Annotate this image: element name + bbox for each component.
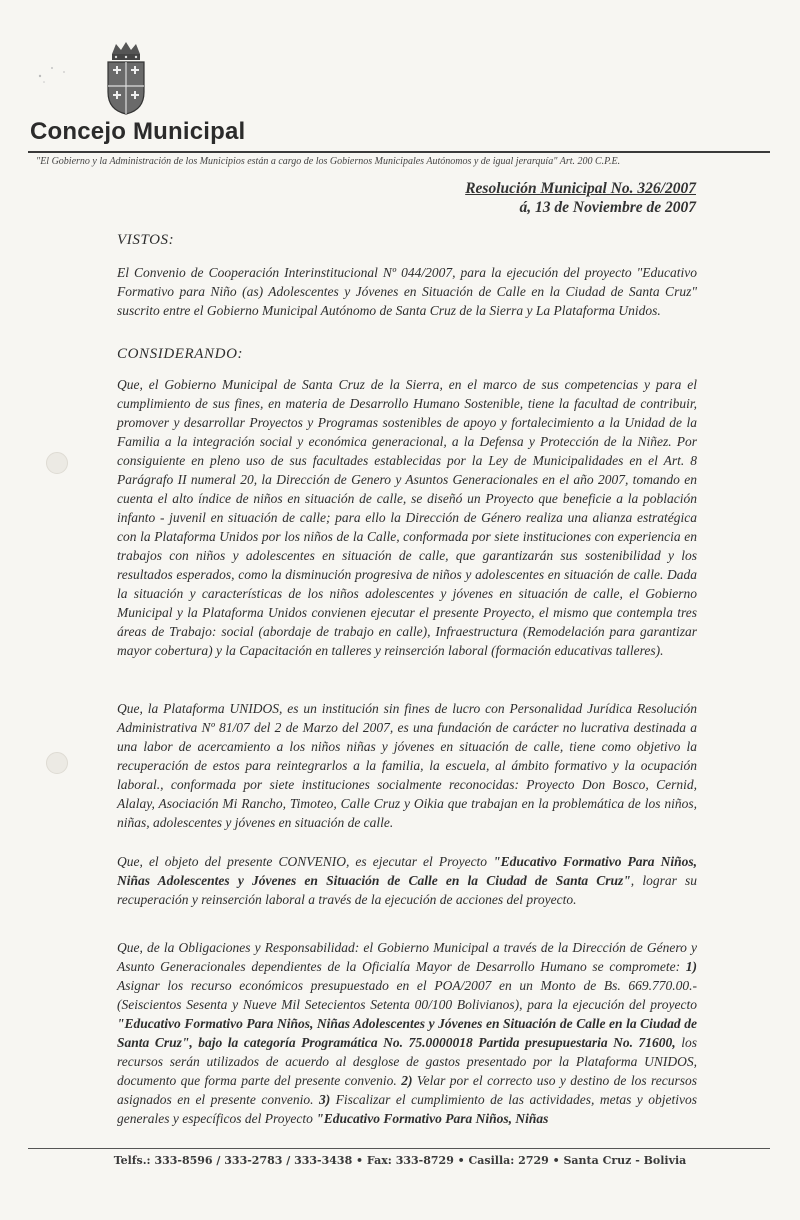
constitution-motto: "El Gobierno y la Administración de los Municipios están a cargo de los Gobiernos Municipales Autónomos y de igual jerarquía" Art. 200 C.P.E. bbox=[36, 156, 621, 167]
paragraph-3-text: , lograr su recuperación y reinserción laboral a través de la ejecución de acciones del proyecto. bbox=[117, 873, 697, 907]
project-title: "Educativo Formativo Para Niños, Niñas bbox=[316, 1111, 549, 1126]
item-number: 2) bbox=[401, 1073, 413, 1088]
item-number: 1) bbox=[685, 959, 697, 974]
header-divider bbox=[28, 151, 770, 153]
organization-name: Concejo Municipal bbox=[30, 118, 246, 145]
vistos-heading: VISTOS: bbox=[117, 232, 175, 248]
resolution-number: Resolución Municipal No. 326/2007 bbox=[465, 180, 696, 197]
vistos-text: El Convenio de Cooperación Interinstitucional Nº 044/2007, para la ejecución del proyecto "Educativo Formativo para Niño (as) Adolescentes y Jóvenes en Situación de Calle en la Ciudad de Santa Cruz" suscrito entre el Gobierno Municipal Autónomo de Santa Cruz de la Sierra y La Plataforma Unidos. bbox=[117, 265, 697, 318]
project-title: "Educativo Formativo Para Niños, Niñas Adolescentes y Jóvenes en Situación de Calle en la Ciudad de Santa Cruz" bbox=[117, 854, 697, 888]
considerando-paragraph-3 bbox=[117, 852, 697, 909]
paragraph-4-text: los recursos serán utilizados de acuerdo al desglose de gastos presentado por la Plataforma UNIDOS, documento que forma parte del presente convenio. bbox=[117, 1035, 697, 1088]
punch-hole bbox=[46, 452, 68, 474]
footer-divider bbox=[28, 1148, 770, 1149]
footer-contact: Telfs.: 333-8596 / 333-2783 / 333-3438 • Fax: 333-8729 • Casilla: 2729 • Santa Cruz - Bolivia bbox=[113, 1154, 687, 1167]
scan-smudge bbox=[30, 58, 90, 88]
considerando-heading: CONSIDERANDO: bbox=[117, 346, 244, 362]
paragraph-4-text: Que, de la Obligaciones y Responsabilidad: el Gobierno Municipal a través de la Dirección de Género y Asunto Generacionales dependientes de la Oficialía Mayor de Desarrollo Humano se compromete: bbox=[117, 940, 697, 974]
considerando-paragraph-4 bbox=[117, 938, 697, 1128]
punch-hole bbox=[46, 752, 68, 774]
paragraph-4-text: Velar por el correcto uso y destino de los recursos asignados en el presente convenio. bbox=[117, 1073, 697, 1107]
project-budget-detail: "Educativo Formativo Para Niños, Niñas Adolescentes y Jóvenes en Situación de Calle en la Ciudad de Santa Cruz", bajo la categoría Programática No. 75.0000018 Partida presupuestaria No. 71600, bbox=[117, 1016, 697, 1050]
paragraph-3-text: Que, el objeto del presente CONVENIO, es ejecutar el Proyecto bbox=[117, 854, 494, 869]
paragraph-4-text: Fiscalizar el cumplimiento de las actividades, metas y objetivos generales y específicos del Proyecto bbox=[117, 1092, 698, 1126]
resolution-date: á, 13 de Noviembre de 2007 bbox=[519, 199, 696, 216]
considerando-paragraph-1: Que, el Gobierno Municipal de Santa Cruz de la Sierra, en el marco de sus competencias y para el cumplimiento de sus fines, en materia de Desarrollo Humano Sostenible, tiene la facultad de contribuir, promover y desarrollar Proyectos y Programas sostenibles de apoyo y fortalecimiento a la Unidad de la Familia a la integración social y económica generacional, a la Defensa y Protección de la Niñez. Por consiguiente en pleno uso de sus facultades establecidas por la Ley de Municipalidades en el Art. 8 Parágrafo II numeral 20, la Dirección de Genero y Asuntos Generacionales en el año 2007, tomando en cuenta el alto índice de niños en situación de calle, se diseñó un Proyecto que beneficie a la población infanto - juvenil en situación de calle; para ello la Dirección de Género realiza una alianza estratégica con la Plataforma Unidos por los niños de la Calle, conformada por siete instituciones con experiencia en trabajos con niños y adolescentes en situación de calle, que garantizarán sus sostenibilidad y los resultados esperados, como la disminución progresiva de niños y adolescentes en situación de calle. Dada la situación y características de los niños adolescentes y jóvenes en situación de calle, el Gobierno Municipal y la Plataforma Unidos convienen ejecutar el presente Proyecto, el mismo que contempla tres áreas de Trabajo: social (abordaje de trabajo en calle), Infraestructura (Remodelación para garantizar mayor cobertura) y la Capacitación en talleres y reinserción laboral (formación educativas talleres). bbox=[117, 377, 697, 658]
coat-of-arms-icon bbox=[104, 40, 148, 116]
item-number: 3) bbox=[318, 1092, 331, 1107]
considerando-paragraph-2: Que, la Plataforma UNIDOS, es un institución sin fines de lucro con Personalidad Jurídica Resolución Administrativa Nº 81/07 del 2 de Marzo del 2007, es una fundación de carácter no lucrativa destinada a una labor de acercamiento a los niños niñas y jóvenes en situación de calle, tiene como objetivo la recuperación de estos para reintegrarlos a la familia, la escuela, al ámbito formativo y la ocupación laboral., conformada por siete instituciones socialmente reconocidas: Proyecto Don Bosco, Cernid, Alalay, Asociación Mi Rancho, Timoteo, Calle Cruz y Oikia que trabajan en la problemática de los niños, niñas, adolescentes y jóvenes en situación de calle. bbox=[117, 701, 697, 830]
paragraph-4-text: Asignar los recurso económicos presupuestado en el POA/2007 en un Monto de Bs. 669.770.00.- (Seiscientos Sesenta y Nueve Mil Setecientos Setenta 00/100 Bolivianos), para la ejecución del proyecto bbox=[117, 978, 697, 1012]
